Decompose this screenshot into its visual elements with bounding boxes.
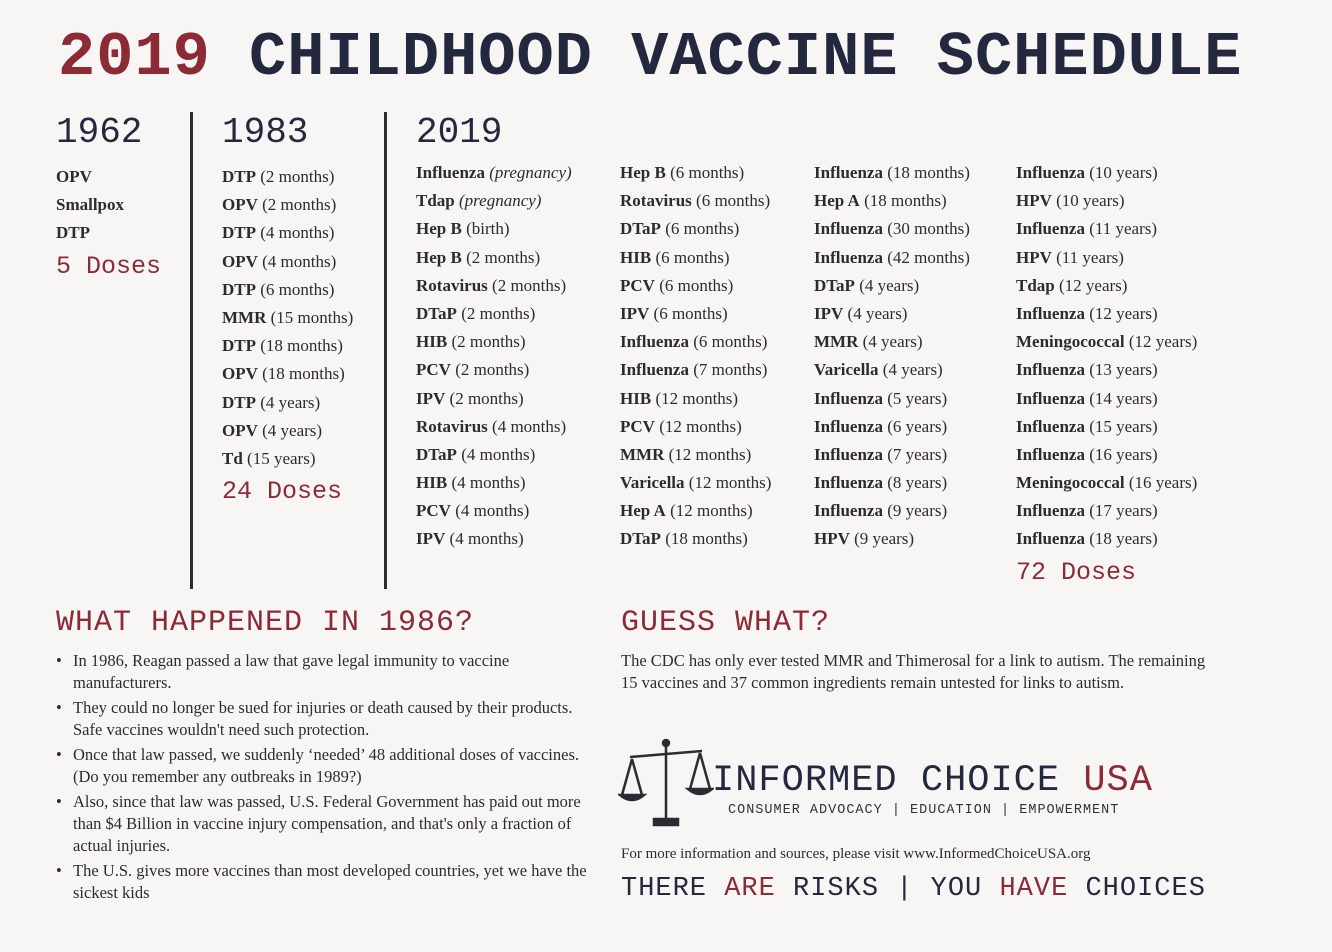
vaccine-entry [814, 300, 970, 328]
vaccine-timing: (7 months) [693, 360, 768, 380]
vaccine-name: Hep A [814, 191, 860, 211]
dose-count: 24 Doses [222, 477, 343, 507]
vaccine-name: Tdap [416, 191, 455, 211]
vaccine-timing: (30 months) [887, 219, 970, 239]
vaccine-entry [814, 356, 970, 384]
slogan-separator: | [896, 874, 914, 904]
vaccine-name: Rotavirus [416, 416, 488, 436]
vaccine-timing: (11 years) [1089, 219, 1158, 239]
bullet-item: • They could no longer be sued for injuries or death caused by their products. Safe vaccines wouldn't need such protection. [56, 697, 604, 741]
vaccine-entry [1016, 413, 1197, 441]
vaccine-entry [814, 385, 970, 413]
vaccine-entry [416, 356, 572, 384]
vaccine-name: OPV [56, 167, 92, 186]
vaccine-entry [222, 219, 353, 247]
vaccine-timing: (6 months) [670, 163, 745, 182]
vaccine-entry [416, 300, 572, 328]
vaccine-timing: (42 months) [887, 247, 970, 267]
vaccine-name: Hep B [416, 219, 462, 239]
divider-1983-2019 [384, 112, 387, 589]
vaccine-name: Meningococcal [1016, 332, 1125, 352]
vaccine-entry [620, 385, 771, 413]
vaccine-name: HPV [1016, 247, 1052, 267]
vaccine-timing: (6 years) [887, 416, 948, 436]
vaccine-entry [222, 360, 353, 388]
org-tagline: CONSUMER ADVOCACY | EDUCATION | EMPOWERMENT [728, 803, 1120, 818]
vaccine-entry [222, 445, 353, 473]
vaccine-entry [416, 159, 572, 187]
dose-count: 5 Doses [56, 251, 162, 281]
vaccine-name: IPV [416, 388, 446, 408]
vaccine-entry [1016, 272, 1197, 300]
vaccine-entry [620, 497, 771, 525]
vaccine-entry [1016, 469, 1197, 497]
vaccine-name: Influenza [1016, 303, 1085, 323]
bullet-item: • Also, since that law was passed, U.S. Federal Government has paid out more than $4 Billion in vaccine injury compensation, and that's only a fraction of actual injuries. [56, 791, 604, 857]
vaccine-name: HIB [620, 388, 652, 408]
vaccine-name: OPV [222, 251, 258, 271]
vaccine-timing: (2 months) [492, 275, 567, 295]
more-info-text: For more information and sources, please visit www.InformedChoiceUSA.org [621, 846, 1091, 862]
vaccine-name: PCV [416, 360, 451, 380]
column-2019-a [416, 159, 572, 554]
column-1962 [56, 163, 161, 281]
vaccine-name: Influenza [814, 501, 883, 521]
vaccine-timing: (6 months) [260, 279, 335, 299]
vaccine-timing: (11 years) [1056, 247, 1124, 267]
vaccine-name: Varicella [620, 473, 685, 493]
slogan-choices: CHOICES [1085, 874, 1206, 904]
vaccine-entry [620, 525, 771, 553]
vaccine-name: Influenza [620, 360, 689, 380]
vaccine-timing: (5 years) [887, 388, 948, 408]
vaccine-name: DTP [222, 279, 256, 299]
vaccine-timing: (4 months) [451, 473, 526, 493]
vaccine-timing: (6 months) [653, 303, 728, 323]
vaccine-name: DTP [222, 223, 256, 243]
vaccine-timing: (2 months) [260, 167, 335, 186]
vaccine-timing: (2 months) [262, 195, 337, 215]
vaccine-name: Influenza [814, 388, 883, 408]
vaccine-name: HIB [416, 473, 448, 493]
vaccine-timing: (17 years) [1089, 501, 1158, 521]
vaccine-timing: (4 years) [847, 303, 908, 323]
vaccine-name: Hep B [416, 247, 462, 267]
vaccine-entry [222, 332, 353, 360]
vaccine-name: DTP [222, 392, 256, 412]
vaccine-timing: (14 years) [1089, 388, 1158, 408]
vaccine-timing: (12 months) [670, 501, 753, 521]
vaccine-entry [620, 187, 771, 215]
divider-1962-1983 [190, 112, 193, 589]
vaccine-name: Influenza [1016, 163, 1085, 182]
guess-what-title: GUESS WHAT? [621, 606, 831, 640]
vaccine-name: MMR [620, 444, 665, 464]
column-2019-c [814, 159, 970, 554]
vaccine-entry [1016, 300, 1197, 328]
vaccine-entry [814, 187, 970, 215]
vaccine-timing: (12 months) [659, 416, 742, 436]
org-name-informed: INFORMED [712, 760, 898, 802]
vaccine-timing: (2 months) [451, 332, 526, 352]
vaccine-timing: (13 years) [1089, 360, 1158, 380]
vaccine-entry [814, 328, 970, 356]
vaccine-entry [1016, 244, 1197, 272]
vaccine-timing: (6 months) [655, 247, 730, 267]
title-text: CHILDHOOD VACCINE SCHEDULE [249, 22, 1243, 93]
page-title [58, 22, 1242, 93]
vaccine-entry [222, 304, 353, 332]
vaccine-timing: (4 months) [260, 223, 335, 243]
column-2019-d [1016, 159, 1197, 587]
vaccine-timing: (2 months) [461, 303, 536, 323]
org-name-choice: CHOICE [920, 760, 1061, 802]
vaccine-name: DTaP [620, 529, 661, 549]
org-name-usa: USA [1083, 760, 1153, 802]
vaccine-timing: (18 months) [665, 529, 748, 549]
vaccine-timing: (15 years) [1089, 416, 1158, 436]
vaccine-timing: (6 months) [659, 275, 734, 295]
vaccine-timing: (12 months) [655, 388, 739, 408]
vaccine-entry [1016, 328, 1197, 356]
vaccine-name: DTaP [620, 219, 661, 239]
vaccine-name: HIB [416, 332, 448, 352]
vaccine-timing: (4 months) [262, 251, 337, 271]
vaccine-name: DTaP [814, 275, 855, 295]
vaccine-name: IPV [814, 303, 844, 323]
vaccine-entry [814, 525, 970, 553]
vaccine-name: Influenza [416, 163, 485, 182]
vaccine-name: Influenza [1016, 416, 1085, 436]
column-1983 [222, 163, 353, 506]
vaccine-name: MMR [814, 332, 859, 352]
vaccine-entry [620, 413, 771, 441]
vaccine-entry [814, 441, 970, 469]
vaccine-name: IPV [620, 303, 650, 323]
vaccine-entry [1016, 497, 1197, 525]
vaccine-timing: (18 months) [260, 336, 343, 356]
vaccine-timing: (8 years) [887, 473, 948, 493]
vaccine-timing: (12 months) [668, 444, 752, 464]
vaccine-timing: (pregnancy) [459, 191, 542, 211]
vaccine-entry [416, 469, 572, 497]
vaccine-timing: (4 years) [260, 392, 321, 412]
vaccine-entry [620, 300, 771, 328]
scales-of-justice-icon [618, 737, 714, 829]
vaccine-entry [222, 417, 353, 445]
vaccine-entry [814, 244, 970, 272]
dose-count: 72 Doses [1016, 557, 1137, 587]
vaccine-timing: (6 months) [665, 219, 740, 239]
vaccine-entry [56, 191, 161, 219]
slogan-there: THERE [621, 874, 708, 904]
vaccine-entry [814, 159, 970, 187]
vaccine-timing: (2 months) [455, 360, 530, 380]
vaccine-entry [620, 328, 771, 356]
vaccine-entry [620, 272, 771, 300]
vaccine-timing: (18 years) [1089, 529, 1158, 549]
vaccine-timing: (16 years) [1128, 473, 1198, 493]
slogan-risks: RISKS [793, 874, 880, 904]
guess-what-text: The CDC has only ever tested MMR and Thimerosal for a link to autism. The remaining 15 vaccines and 37 common ingredients remain untested for links to autism. [621, 651, 1206, 692]
vaccine-timing: (18 months) [262, 364, 345, 384]
vaccine-entry [56, 219, 161, 247]
vaccine-name: MMR [222, 307, 267, 327]
vaccine-name: HPV [814, 529, 850, 549]
vaccine-name: Influenza [1016, 501, 1085, 521]
vaccine-name: Rotavirus [416, 275, 488, 295]
vaccine-entry [1016, 159, 1197, 187]
vaccine-timing: (4 months) [492, 416, 567, 436]
vaccine-timing: (pregnancy) [489, 163, 572, 182]
vaccine-timing: (4 years) [859, 275, 920, 295]
vaccine-name: DTaP [416, 303, 457, 323]
vaccine-name: Smallpox [56, 195, 125, 215]
vaccine-entry [814, 497, 970, 525]
bullet-item: • The U.S. gives more vaccines than most developed countries, yet we have the sickest kids [56, 860, 604, 904]
vaccine-entry [620, 159, 771, 187]
column-2019-b [620, 159, 771, 554]
vaccine-entry [416, 385, 572, 413]
vaccine-name: Influenza [814, 247, 883, 267]
vaccine-name: Influenza [1016, 388, 1085, 408]
vaccine-name: PCV [620, 416, 655, 436]
slogan-you: YOU [930, 874, 983, 904]
what-happened-title: WHAT HAPPENED IN 1986? [56, 606, 475, 640]
vaccine-timing: (18 months) [887, 163, 970, 182]
vaccine-name: Influenza [620, 332, 689, 352]
vaccine-timing: (9 years) [887, 501, 948, 521]
vaccine-name: DTaP [416, 444, 457, 464]
vaccine-entry [416, 272, 572, 300]
vaccine-name: Influenza [814, 219, 883, 239]
vaccine-name: OPV [222, 195, 258, 215]
vaccine-name: Influenza [1016, 219, 1085, 239]
vaccine-name: DTP [222, 336, 256, 356]
vaccine-name: Influenza [1016, 360, 1085, 380]
vaccine-timing: (4 months) [461, 444, 536, 464]
vaccine-name: Influenza [814, 444, 883, 464]
vaccine-timing: (4 months) [449, 529, 524, 549]
vaccine-entry [620, 356, 771, 384]
heading-1962: 1962 [56, 112, 143, 153]
vaccine-name: DTP [56, 223, 90, 243]
vaccine-entry [222, 248, 353, 276]
vaccine-name: OPV [222, 364, 258, 384]
heading-2019: 2019 [416, 112, 503, 153]
vaccine-timing: (16 years) [1089, 444, 1158, 464]
vaccine-name: PCV [620, 275, 655, 295]
bullet-item: • In 1986, Reagan passed a law that gave legal immunity to vaccine manufacturers. [56, 650, 604, 694]
vaccine-timing: (4 years) [882, 360, 943, 380]
vaccine-entry [814, 215, 970, 243]
vaccine-entry [416, 441, 572, 469]
vaccine-timing: (4 years) [862, 332, 923, 352]
vaccine-entry [1016, 356, 1197, 384]
vaccine-name: Influenza [1016, 529, 1085, 549]
vaccine-name: Meningococcal [1016, 473, 1125, 493]
vaccine-name: OPV [222, 420, 258, 440]
slogan-have: HAVE [999, 874, 1069, 904]
vaccine-entry [222, 276, 353, 304]
slogan [621, 874, 1206, 904]
vaccine-timing: (15 months) [270, 307, 354, 327]
vaccine-name: IPV [416, 529, 446, 549]
vaccine-entry [416, 413, 572, 441]
vaccine-timing: (6 months) [696, 191, 771, 211]
vaccine-name: Tdap [1016, 275, 1055, 295]
org-name [712, 760, 1153, 802]
vaccine-name: HIB [620, 247, 652, 267]
vaccine-entry [814, 469, 970, 497]
vaccine-timing: (2 months) [449, 388, 524, 408]
vaccine-entry [416, 187, 572, 215]
vaccine-timing: (15 years) [247, 448, 316, 468]
vaccine-timing: (4 years) [262, 420, 323, 440]
vaccine-entry [620, 215, 771, 243]
vaccine-timing: (12 years) [1128, 332, 1198, 352]
vaccine-name: Influenza [1016, 444, 1085, 464]
vaccine-timing: (7 years) [887, 444, 948, 464]
vaccine-name: Varicella [814, 360, 879, 380]
vaccine-entry [1016, 385, 1197, 413]
vaccine-name: DTP [222, 167, 256, 186]
vaccine-entry [620, 244, 771, 272]
bullet-item: • Once that law passed, we suddenly ‘needed’ 48 additional doses of vaccines. (Do you remember any outbreaks in 1989?) [56, 744, 604, 788]
vaccine-entry [222, 163, 353, 191]
vaccine-entry [416, 215, 572, 243]
vaccine-timing: (12 years) [1059, 275, 1128, 295]
vaccine-entry [1016, 187, 1197, 215]
what-happened-list [56, 650, 604, 907]
vaccine-entry [814, 413, 970, 441]
vaccine-entry [56, 163, 161, 191]
vaccine-timing: (10 years) [1089, 163, 1158, 182]
vaccine-name: Hep A [620, 501, 666, 521]
vaccine-name: Hep B [620, 163, 666, 182]
vaccine-entry [416, 328, 572, 356]
vaccine-entry [222, 389, 353, 417]
vaccine-name: PCV [416, 501, 451, 521]
vaccine-timing: (birth) [466, 219, 510, 239]
vaccine-entry [1016, 441, 1197, 469]
vaccine-name: Td [222, 448, 243, 468]
vaccine-timing: (12 months) [688, 473, 772, 493]
vaccine-entry [416, 525, 572, 553]
vaccine-timing: (9 years) [854, 529, 915, 549]
vaccine-timing: (12 years) [1089, 303, 1158, 323]
vaccine-timing: (4 months) [455, 501, 530, 521]
vaccine-entry [416, 244, 572, 272]
vaccine-entry [1016, 525, 1197, 553]
vaccine-entry [416, 497, 572, 525]
vaccine-timing: (2 months) [466, 247, 541, 267]
title-year: 2019 [58, 22, 211, 93]
vaccine-entry [222, 191, 353, 219]
vaccine-name: Influenza [814, 416, 883, 436]
vaccine-timing: (18 months) [864, 191, 947, 211]
slogan-are: ARE [724, 874, 776, 904]
vaccine-name: Influenza [814, 473, 883, 493]
vaccine-name: Rotavirus [620, 191, 692, 211]
vaccine-name: HPV [1016, 191, 1052, 211]
vaccine-entry [620, 441, 771, 469]
vaccine-name: Influenza [814, 163, 883, 182]
vaccine-entry [814, 272, 970, 300]
vaccine-entry [620, 469, 771, 497]
vaccine-timing: (10 years) [1056, 191, 1125, 211]
vaccine-timing: (6 months) [693, 332, 768, 352]
heading-1983: 1983 [222, 112, 309, 153]
vaccine-entry [1016, 215, 1197, 243]
